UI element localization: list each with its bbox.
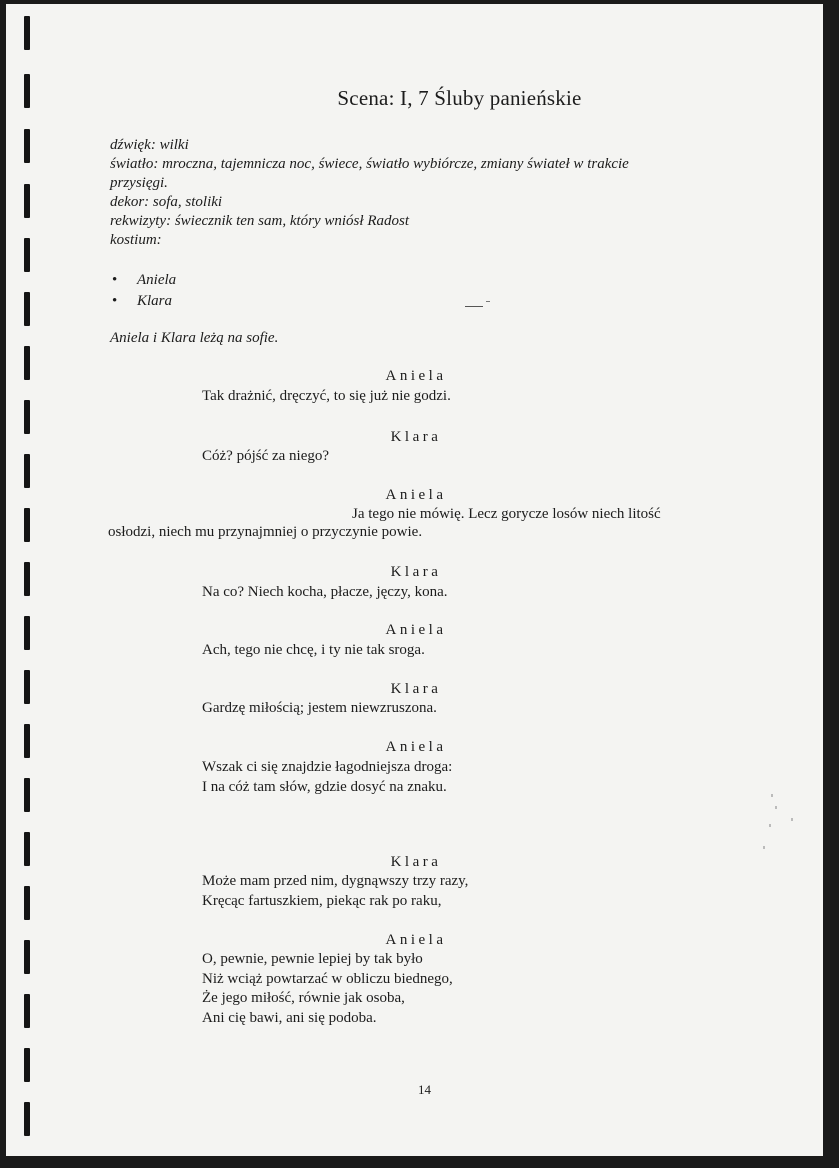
- speaker-name: Klara: [390, 564, 442, 580]
- speech-line: Może mam przed nim, dygnąwszy trzy razy,: [202, 873, 469, 889]
- speech-line: Ja tego nie mówię. Lecz gorycze losów niech litość: [352, 506, 661, 522]
- binding-hole: [24, 616, 30, 650]
- binding-hole: [24, 832, 30, 866]
- speck: [763, 846, 765, 849]
- binding-holes: [24, 4, 34, 1156]
- light-line: światło: mroczna, tajemnicza noc, świece, światło wybiórcze, zmiany świateł w trakcie: [110, 156, 629, 172]
- speech-line: Gardzę miłością; jestem niewzruszona.: [202, 700, 437, 716]
- props-line: rekwizyty: świecznik ten sam, który wniósł Radost: [110, 213, 409, 229]
- speaker-name: Aniela: [385, 932, 447, 948]
- speech-line: Ach, tego nie chcę, i ty nie tak sroga.: [202, 642, 425, 658]
- stray-mark: [465, 306, 483, 307]
- cast-list: [110, 270, 176, 312]
- binding-hole: [24, 454, 30, 488]
- speck: [791, 818, 793, 821]
- speech-line: Kręcąc fartuszkiem, piekąc rak po raku,: [202, 892, 442, 909]
- speech-line: O, pewnie, pewnie lepiej by tak było: [202, 951, 423, 967]
- speech-line: Ani cię bawi, ani się podoba.: [202, 1009, 377, 1026]
- binding-hole: [24, 238, 30, 272]
- speck: [775, 806, 777, 809]
- speaker-name: Klara: [390, 429, 442, 445]
- binding-hole: [24, 1048, 30, 1082]
- binding-hole: [24, 994, 30, 1028]
- speech-line: Cóż? pójść za niego?: [202, 448, 330, 464]
- speck: [769, 824, 771, 827]
- speech-line: Tak drażnić, dręczyć, to się już nie godzi.: [202, 388, 451, 404]
- light-line-continued: przysięgi.: [110, 175, 168, 191]
- speech: [202, 699, 437, 719]
- binding-hole: [24, 562, 30, 596]
- speech-line: Na co? Niech kocha, płacze, jęczy, kona.: [202, 584, 448, 600]
- binding-hole: [24, 400, 30, 434]
- costume-line: kostium:: [110, 232, 162, 248]
- binding-hole: [24, 184, 30, 218]
- binding-hole: [24, 508, 30, 542]
- sound-line: dźwięk: wilki: [110, 137, 189, 153]
- speech: [202, 641, 425, 661]
- page-number: 14: [418, 1082, 431, 1097]
- cast-item: • Klara: [110, 291, 176, 312]
- binding-hole: [24, 129, 30, 163]
- speech: [202, 950, 453, 1028]
- speech: [202, 387, 451, 407]
- speaker-name: Klara: [390, 854, 442, 870]
- speaker-name: Aniela: [385, 487, 447, 503]
- speech: [202, 872, 468, 911]
- set-line: dekor: sofa, stoliki: [110, 194, 223, 210]
- scene-metadata: [110, 136, 710, 250]
- binding-hole: [24, 778, 30, 812]
- speaker-name: Aniela: [385, 739, 447, 755]
- binding-hole: [24, 1102, 30, 1136]
- stray-mark: [486, 301, 490, 302]
- speaker-name: Aniela: [385, 622, 447, 638]
- speck: [771, 794, 773, 797]
- speech: [202, 447, 329, 467]
- binding-hole: [24, 292, 30, 326]
- script-page: [6, 4, 823, 1156]
- speech-line: Niż wciąż powtarzać w obliczu biednego,: [202, 970, 453, 987]
- binding-hole: [24, 886, 30, 920]
- binding-hole: [24, 16, 30, 50]
- speech: [202, 758, 452, 797]
- cast-item: • Aniela: [110, 270, 176, 291]
- binding-hole: [24, 724, 30, 758]
- speaker-name: Klara: [390, 681, 442, 697]
- stage-direction: Aniela i Klara leżą na sofie.: [110, 330, 279, 346]
- binding-hole: [24, 940, 30, 974]
- speech-line: Że jego miłość, równie jak osoba,: [202, 990, 405, 1006]
- speaker-name: Aniela: [385, 368, 447, 384]
- speech-line: I na cóż tam słów, gdzie dosyć na znaku.: [202, 778, 447, 795]
- speech-line: Wszak ci się znajdzie łagodniejsza droga:: [202, 759, 453, 775]
- scene-title: Scena: I, 7 Śluby panieńskie: [337, 86, 582, 110]
- speech-line: osłodzi, niech mu przynajmniej o przyczynie powie.: [108, 524, 423, 540]
- binding-hole: [24, 346, 30, 380]
- binding-hole: [24, 670, 30, 704]
- speech: [202, 583, 448, 603]
